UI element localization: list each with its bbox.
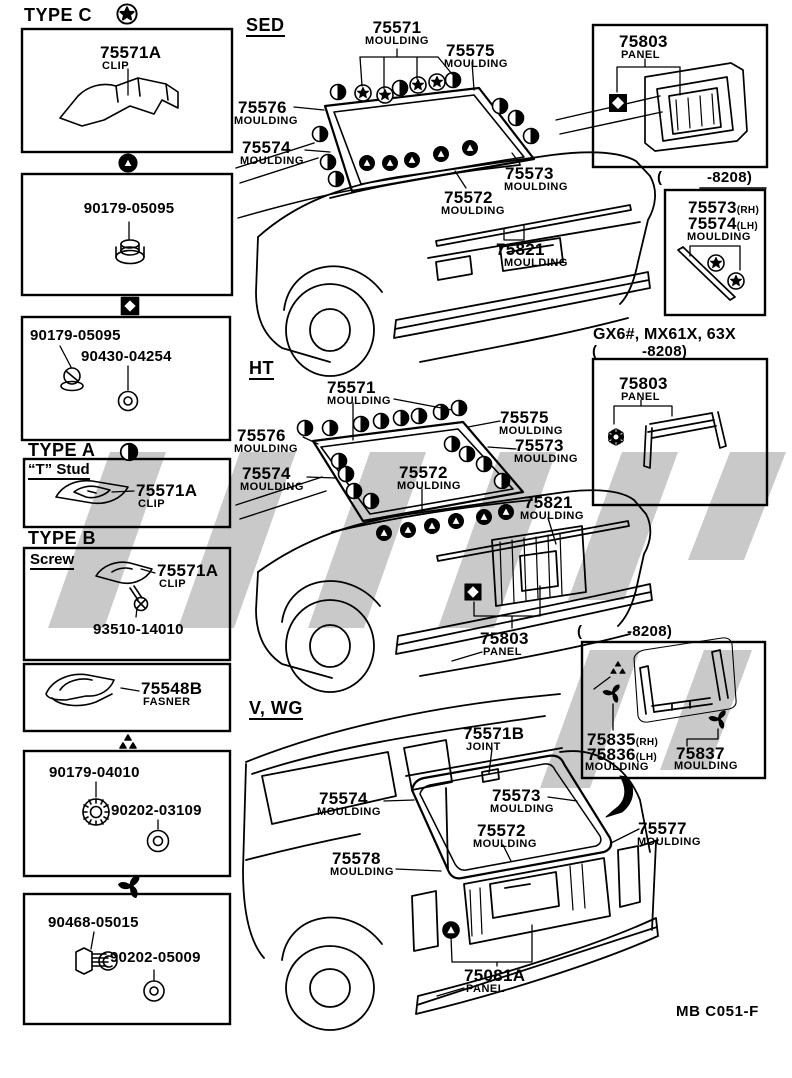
attachment-method: “T” Stud (28, 461, 90, 478)
callout-number: 75576 (238, 98, 287, 117)
callout-number: 75576 (237, 426, 286, 445)
attachment-method: Screw (30, 551, 75, 568)
callout-number: 75574 (242, 138, 291, 157)
callout-sublabel: MOULDING (330, 866, 394, 878)
callout-number: 75821 (496, 240, 545, 259)
part-number: 75573 (688, 198, 737, 217)
callout-sublabel: MOULDING (444, 58, 508, 70)
side-tag: (RH) (635, 737, 659, 748)
callout-sublabel: MOULDING (317, 806, 381, 818)
part-number: 75571A (157, 561, 219, 580)
triangle-circle-icon (443, 922, 460, 939)
bolt-grommet-illustration (76, 932, 164, 1001)
callout-number: 75573 (492, 786, 541, 805)
callout-number: 75081A (464, 966, 526, 985)
callout-sublabel: MOULDING (234, 443, 298, 455)
model-code-header: GX6#, MX61X, 63X (593, 326, 736, 343)
callout-sublabel: MOULDING (365, 35, 429, 47)
part-number: 75837 (676, 744, 725, 763)
triangle-circle-icon (119, 154, 136, 171)
callout-sublabel: MOULDING (234, 115, 298, 127)
callout-number: 75577 (638, 819, 687, 838)
callout-number: 75575 (500, 408, 549, 427)
part-number: 90179-05095 (30, 327, 121, 344)
callout-sublabel: MOULDING (504, 257, 568, 269)
callout-number: 75572 (477, 821, 526, 840)
part-number: 90468-05015 (48, 914, 139, 931)
callout-sublabel: MOULDING (240, 481, 304, 493)
part-number: 75836 (587, 745, 636, 764)
callout-number: 75573 (515, 436, 564, 455)
part-sublabel: CLIP (138, 498, 166, 510)
callout-sublabel: PANEL (483, 646, 522, 658)
part-number: 75571A (136, 481, 198, 500)
date-range-note: ( -8208) (657, 169, 753, 186)
part-number: 90202-05009 (110, 949, 201, 966)
type-c-header: TYPE C (24, 5, 93, 25)
cluster-icon (120, 735, 136, 748)
callout-sublabel: MOULDING (240, 155, 304, 167)
diamond-icon (465, 584, 481, 600)
callout-sublabel: MOULDING (637, 836, 701, 848)
callout-sublabel: PANEL (466, 983, 505, 995)
fastener-illustration (46, 674, 139, 705)
side-tag: (LH) (635, 752, 657, 763)
part-sublabel: MOULDING (674, 760, 738, 772)
ht-section-title: HT (249, 358, 274, 378)
side-moulding-strip-illustration (678, 246, 740, 300)
callout-number: 75571 (372, 18, 422, 37)
type-b-header: TYPE B (28, 528, 97, 548)
part-number: 75803 (619, 32, 668, 51)
callout-number: 75803 (480, 629, 529, 648)
type-a-header: TYPE A (28, 440, 96, 460)
part-sublabel: MOULDING (585, 761, 649, 773)
callout-sublabel: MOULDING (520, 510, 584, 522)
side-tag: (LH) (736, 221, 758, 232)
callout-sublabel: MOULDING (327, 395, 391, 407)
star-circle-icon (728, 273, 744, 289)
callout-sublabel: JOINT (466, 741, 501, 753)
date-range-note: ( -8208) (577, 623, 673, 640)
callout-sublabel: MOULDING (490, 803, 554, 815)
part-number: 75571A (100, 43, 162, 62)
sed-section-title: SED (246, 15, 285, 35)
date-range-note: ( -8208) (592, 343, 688, 360)
part-number: 75803 (619, 374, 668, 393)
callout-sublabel: MOULDING (473, 838, 537, 850)
part-number: 90430-04254 (81, 348, 172, 365)
part-sublabel: CLIP (102, 60, 130, 72)
part-number: 75548B (141, 679, 203, 698)
callout-sublabel: MOULDING (397, 480, 461, 492)
callout-number: 75572 (444, 188, 493, 207)
part-number: 75574 (688, 214, 737, 233)
nut-illustration (116, 222, 144, 264)
star-circle-icon (708, 255, 724, 271)
part-sublabel: CLIP (159, 578, 187, 590)
callout-sublabel: MOULDING (514, 453, 578, 465)
part-number: 90179-04010 (49, 764, 140, 781)
licence-panel-illustration (617, 59, 747, 151)
callout-number: 75571B (463, 724, 525, 743)
part-number-lh (688, 215, 758, 232)
callout-number: 75574 (242, 464, 291, 483)
callout-sublabel: MOULDING (441, 205, 505, 217)
callout-number: 75571 (327, 378, 376, 397)
part-number: 90179-05095 (83, 200, 175, 217)
callout-number: 75574 (319, 789, 368, 808)
part-sublabel: MOULDING (687, 231, 751, 243)
callout-number: 75572 (399, 463, 448, 482)
part-sublabel: PANEL (621, 391, 660, 403)
page-code: MB C051-F (676, 1003, 759, 1020)
diamond-icon (122, 298, 139, 315)
callout-number: 75575 (446, 41, 495, 60)
callout-sublabel: MOULDING (504, 181, 568, 193)
part-number: 75835 (587, 730, 636, 749)
part-sublabel: FASNER (143, 696, 191, 708)
half-circle-icon (121, 444, 138, 461)
part-sublabel: PANEL (621, 49, 660, 61)
diamond-icon (610, 95, 627, 112)
gear-icon (609, 429, 624, 445)
side-tag: (RH) (736, 205, 760, 216)
pointer-arrow (606, 776, 633, 817)
part-number: 90202-03109 (111, 802, 202, 819)
callout-sublabel: MOULDING (499, 425, 563, 437)
callout-number: 75573 (505, 164, 554, 183)
clip-c-illustration (60, 78, 178, 126)
part-number: 93510-14010 (93, 621, 184, 638)
star-circle-icon (117, 4, 136, 23)
callout-number: 75578 (332, 849, 381, 868)
vwg-section-title: V, WG (249, 698, 303, 718)
callout-number: 75821 (524, 493, 573, 512)
